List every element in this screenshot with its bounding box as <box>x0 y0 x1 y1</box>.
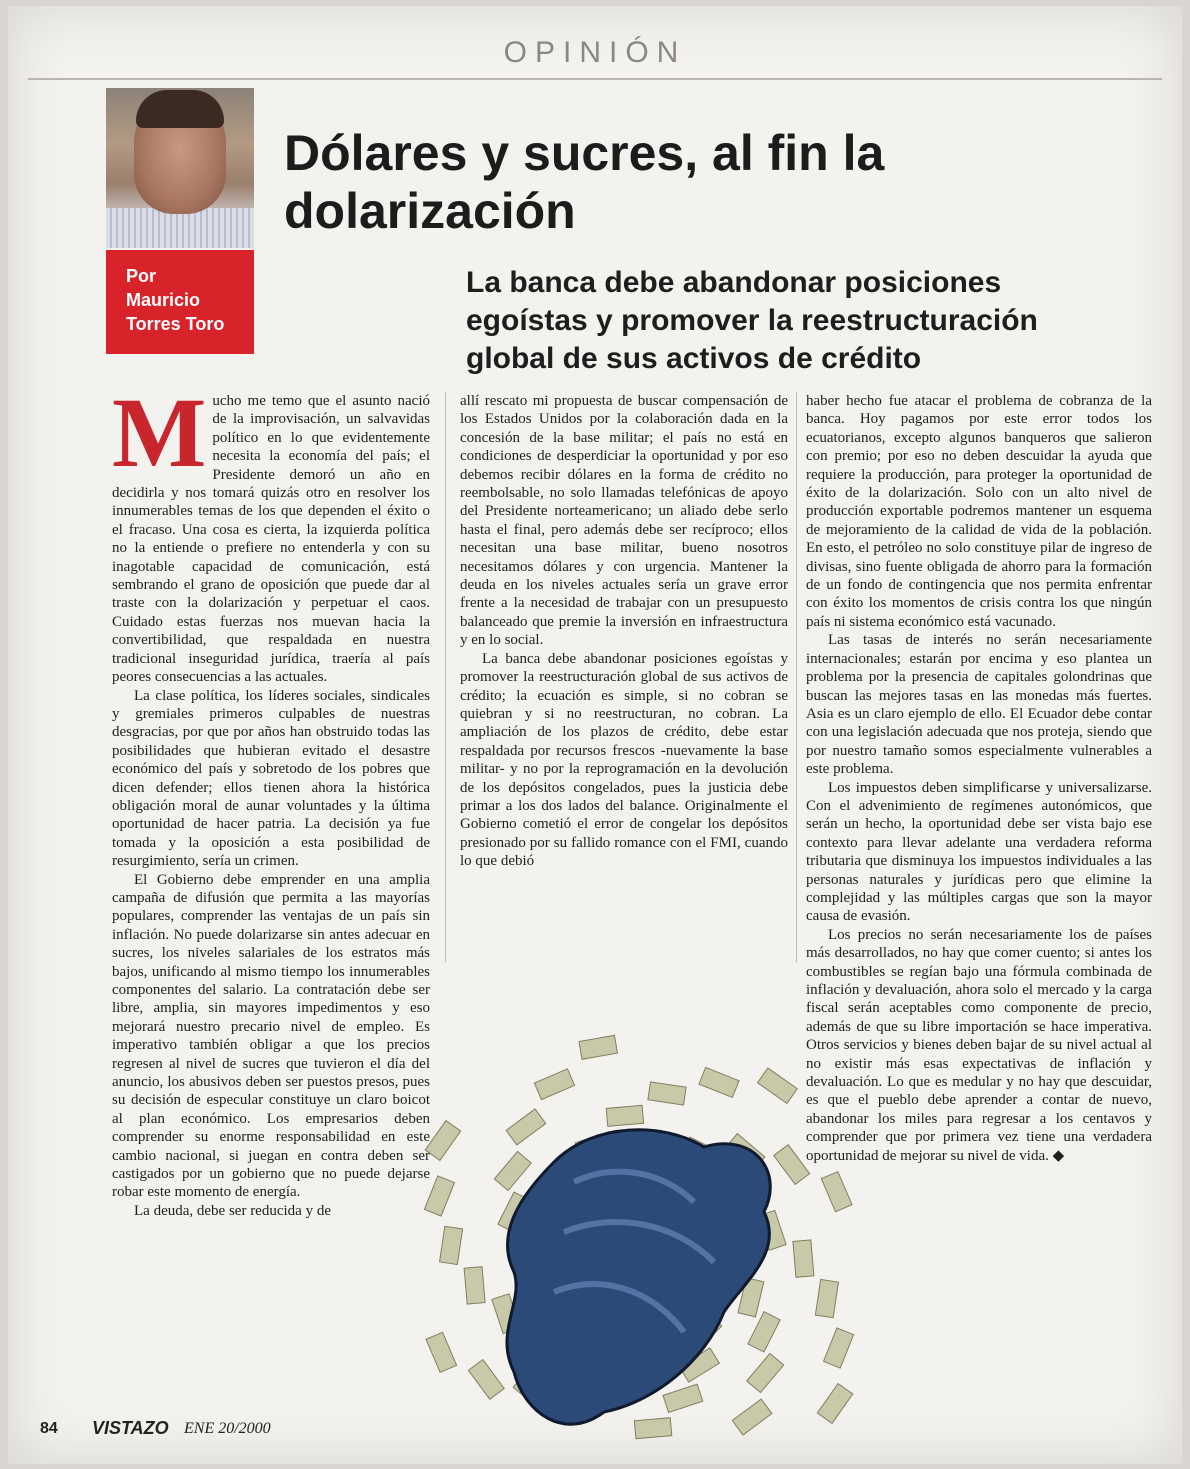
banknote-image <box>817 1384 852 1424</box>
drop-cap: M <box>112 377 207 488</box>
banknote-image <box>774 1145 810 1185</box>
paragraph: Los impuestos deben simplificarse y universalizarse. Con el advenimiento de regímenes autonómicos, que serán un hecho, la oportunidad debe ser vista bajo ese contexto para llevar adelante una verdadera reforma tributaria que disminuya los impuestos individuales a las personas naturales y jurídicas pero que elimine la complejidad y las múltiples cargas que son la mayor causa de evasión. <box>806 779 1152 925</box>
banknote-image <box>663 1384 703 1412</box>
byline-por: Por <box>126 266 157 286</box>
byline-name-1: Mauricio <box>126 290 201 310</box>
banknote-image <box>634 1418 671 1439</box>
magazine-name: VISTAZO <box>92 1418 169 1438</box>
page-number: 84 <box>40 1420 58 1437</box>
banknote-image <box>821 1172 852 1212</box>
body-column-1 <box>112 377 430 1220</box>
column-rule <box>445 392 446 962</box>
banknote-image <box>648 1082 686 1105</box>
banknote-image <box>757 1068 797 1103</box>
author-photo <box>106 88 254 248</box>
header-rule <box>28 78 1162 80</box>
issue-date: ENE 20/2000 <box>184 1420 271 1437</box>
magazine-page <box>8 6 1182 1464</box>
section-label: OPINIÓN <box>503 36 687 69</box>
banknote-image <box>793 1240 814 1277</box>
author-byline <box>106 250 254 354</box>
banknote-image <box>440 1226 463 1264</box>
banknote-image <box>494 1151 531 1190</box>
banknote-image <box>606 1105 643 1126</box>
banknote-image <box>424 1176 454 1216</box>
banknote-image <box>824 1328 854 1368</box>
byline-name-2: Torres Toro <box>126 314 225 334</box>
banknote-image <box>748 1312 780 1352</box>
banknote-image <box>699 1067 739 1097</box>
paragraph: La clase política, los líderes sociales, sindicales y gremiales primeros culpables de nuestras desgracias, por que por años han obstruido todas las posibilidades que hubieran evitado el desastre económico del país y sobretodo de los pobres que dicen defender; ellos tienen ahora la histórica obligación moral de aunar voluntades y la última oportunidad de hacer patria. La decisión ya fue tomada y la oposición a esta posibilidad de resurgimiento, sería un crimen. <box>112 687 430 870</box>
article-title: Dólares y sucres, al fin la dolarización <box>284 125 885 239</box>
banknote-image <box>579 1035 618 1059</box>
column-rule <box>796 392 797 962</box>
banknote-image <box>426 1332 457 1372</box>
paragraph: allí rescato mi propuesta de buscar compensación de los Estados Unidos por la colaboración dada en la concesión de la base militar; el país no está en condiciones de desperdiciar la oportunidad y por eso debemos recibir dólares en la forma de crédito no reembolsable, no solo llamadas telefónicas de apoyo del Presidente norteamericano; un aliado debe serlo hasta el final, pero además debe ser recíproco; ellos necesitan una base militar, bueno nosotros necesitamos dólares y con urgencia. Mantener la deuda en los niveles actuales sería un grave error frente a la necesidad de trabajar con un presupuesto balanceado que premie la inversión en infraestructura y en lo social. <box>460 393 788 649</box>
banknote-image <box>425 1121 460 1161</box>
banknote-image <box>534 1069 574 1100</box>
paragraph: El Gobierno debe emprender en una amplia campaña de difusión que permita a las mayorías populares, comprender las ventajas de un país sin inflación. No puede dolarizarse sin antes adecuar en sucres, los niveles salariales de los estratos más bajos, unificando al mismo tiempo los innumerables componentes del salario. La contratación debe ser libre, amplia, sin mayores impedimentos y eso mejorará nuestro precario nivel de empleo. Es imperativo también obligar a que los precios regresen al nivel de sucres que tuvieron el día del anuncio, los abusivos deben ser puestos presos, pues su decisión de especular constituye un claro boicot al plan económico. Los empresarios deben comprender su enorme responsabilidad en este cambio nacional, si juegan en contra deben ser castigados por un gobierno que no puede dejarse robar este momento de energía. <box>112 871 430 1201</box>
paragraph: La banca debe abandonar posiciones egoístas y promover la reestructuración global de sus activos de crédito; la ecuación es simple, si no cobran se quiebran y si no reestructuran, no cobran. La ampliación de los plazos de crédito, debe estar respaldada por recursos frescos -nuevamente la base militar- y no por la reprogramación en la devolución de los depósitos congelados, pues la justicia debe primar a los dos lados del balance. Originalmente el Gobierno cometió el error de congelar los depósitos presionado por su fallido romance con el FMI, cuando lo que debió <box>460 650 788 870</box>
banknote-image <box>464 1267 485 1304</box>
banknote-image <box>506 1109 546 1145</box>
article-subtitle: La banca debe abandonar posiciones egoístas y promover la reestructuración global de sus activos de crédito <box>466 266 1038 375</box>
dollar-spiral-illustration <box>404 972 864 1452</box>
banknote-image <box>815 1279 838 1317</box>
paragraph: Los precios no serán necesariamente los de países más desarrollados, no hay que comer cuento; si antes los combustibles se regían bajo una fórmula combinada de inflación y devaluación, ahora solo el mercado y la carga fiscal serán aceptables como componente de precio, además de que su libre importación se hace imperativa. Otros servicios y bienes deben bajar de su nivel actual al no existir más esas expectativas de inflación y devaluación. Lo que es medular y no hay que descuidar, es que el pueblo debe aprender a contar de nuevo, abandonar los miles para regresar a los centavos y comprender que por primera vez tiene una verdadera oportunidad de mejorar su nivel de vida. ◆ <box>806 926 1152 1164</box>
banknote-image <box>747 1353 784 1392</box>
paragraph: ucho me temo que el asunto nació de la improvisación, un salvavidas político en lo que evidentemente necesita la economía del país; el Presidente demoró un año en decidirla y nos tomará quizás otro en resolver los innumerables temas de los que dependen el éxito o el fracaso. Una cosa es cierta, la izquierda política no la entiende o prefiere no entenderla y con su inagotable capacidad de comunicación, está sembrando el grano de oposición que puede dar al traste con la dolarización y perpetuar el caos. Cuidado estas fuerzas nos muevan hacia la convertibilidad, que respaldada en nuestra tradicional inseguridad jurídica, traería al país peores consecuencias a las actuales. <box>112 393 430 686</box>
paragraph: La deuda, debe ser reducida y de <box>134 1202 331 1219</box>
banknote-image <box>468 1360 504 1400</box>
paragraph: haber hecho fue atacar el problema de cobranza de la banca. Hoy pagamos por este error todos los ecuatorianos, excepto algunos banqueros que salieron con premio; por eso no deben descuidar la ayuda que requiere la producción, para proteger la oportunidad de éxito de la dolarización. Solo con un alto nivel de producción exportable podremos mantener un esquema de mejoramiento de la calidad de vida de la población. En esto, el petróleo no solo constituye pilar de ingreso de divisas, sino fuente obligada de ahorro para la formación de un fondo de contingencia que nos permita enfrentar con éxito los momentos de crisis contra los que ningún país ni sistema económico está vacunado. <box>806 393 1152 630</box>
paragraph: Las tasas de interés no serán necesariamente internacionales; estarán por encima y eso plantea un problema por la presencia de capitales golondrinas que buscan las mejores tasas en las monedas más fuertes. Asia es un claro ejemplo de ello. El Ecuador debe contar con una legislación adecuada que nos proteja, siendo que por nuestro tamaño somos especialmente vulnerables a este problema. <box>806 632 1152 778</box>
banknote-image <box>732 1399 772 1435</box>
body-column-2 <box>460 392 788 871</box>
